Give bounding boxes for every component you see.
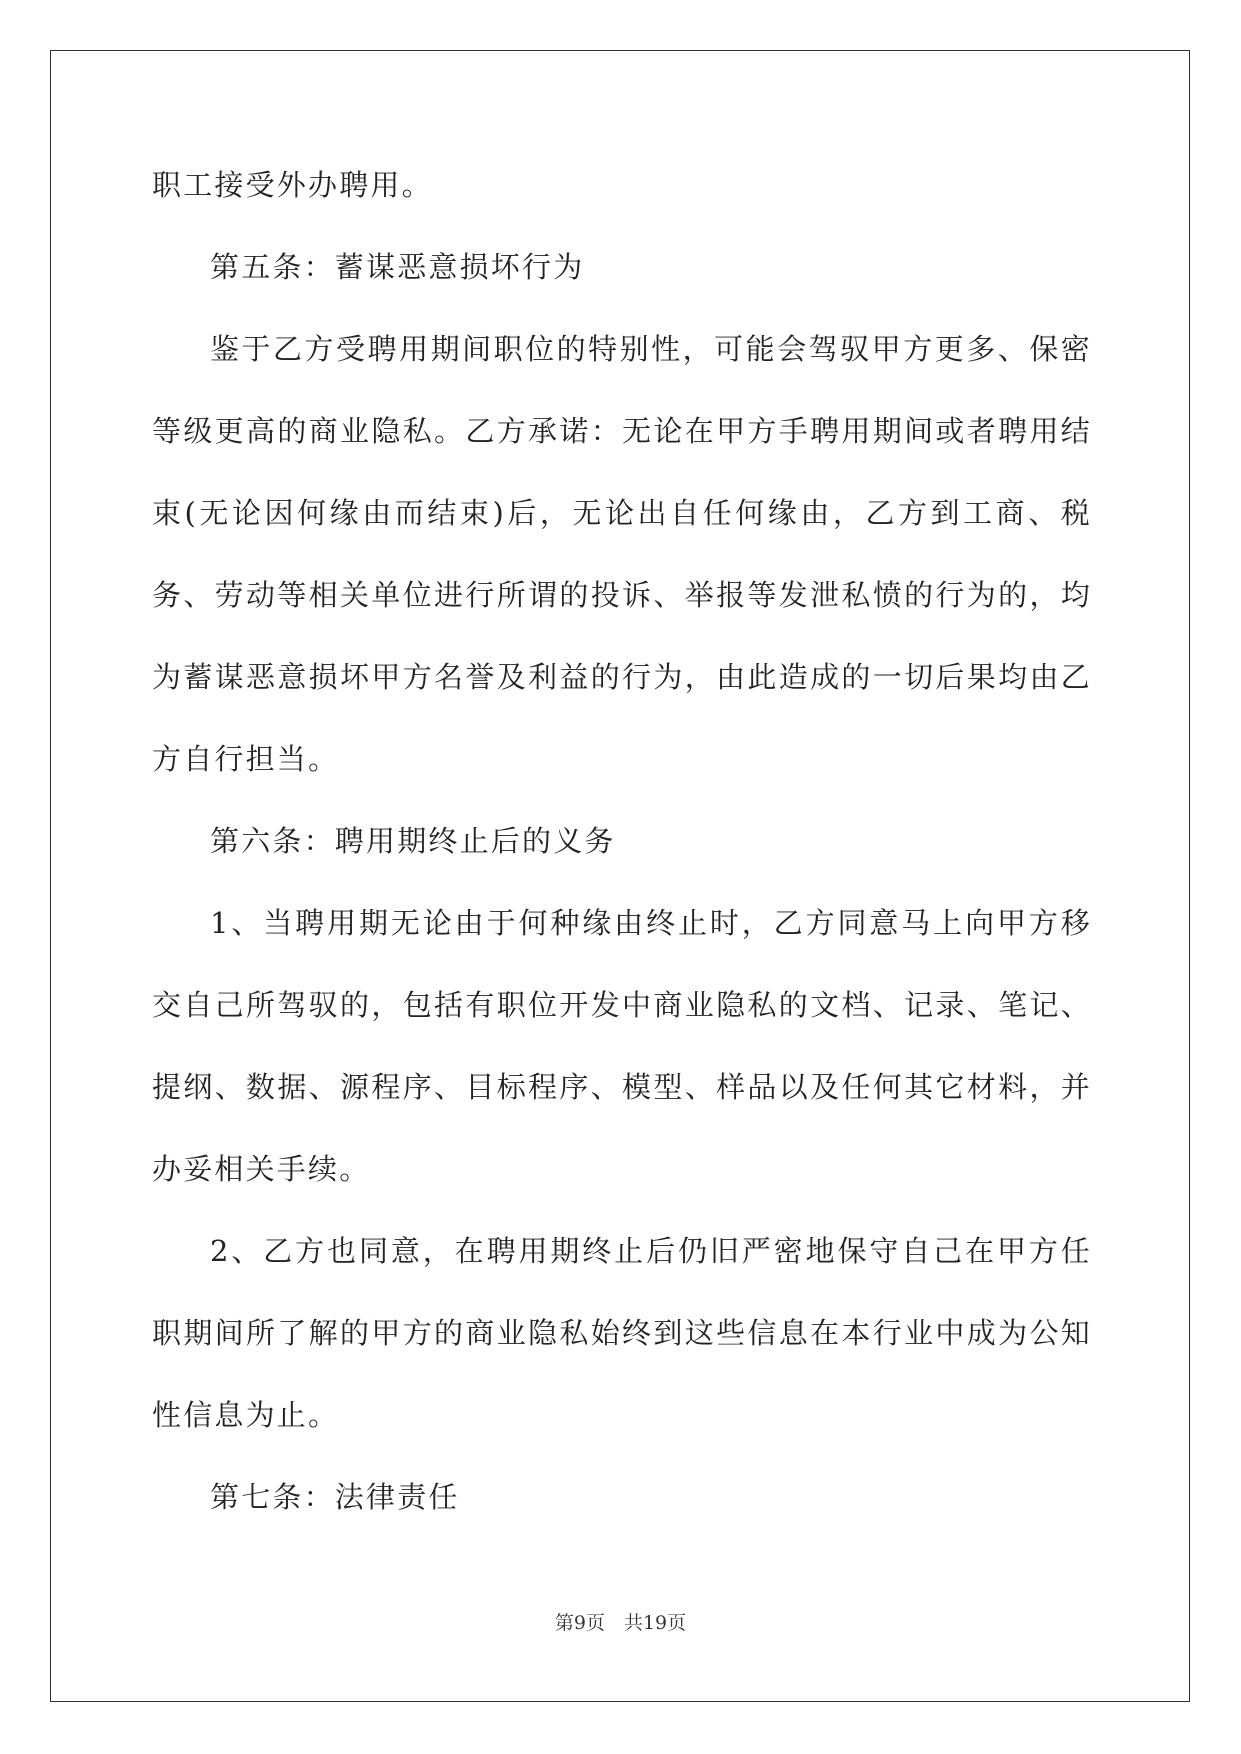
document-body bbox=[152, 144, 1092, 1538]
article-heading-7: 第七条：法律责任 bbox=[210, 1480, 460, 1514]
footer-prefix: 第 bbox=[554, 1612, 574, 1634]
article-heading-5: 第五条：蓄谋恶意损坏行为 bbox=[210, 250, 585, 284]
paragraph-article-6-item-2: 2、乙方也同意，在聘用期终止后仍旧严密地保守自己在甲方任职期间所了解的甲方的商业隐私始终到这些信息在本行业中成为公知性信息为止。 bbox=[152, 1234, 1092, 1432]
footer-mid: 页 共 bbox=[585, 1612, 643, 1634]
page-footer bbox=[0, 1608, 1241, 1635]
paragraph-continuation: 职工接受外办聘用。 bbox=[152, 168, 433, 202]
article-heading-6: 第六条：聘用期终止后的义务 bbox=[210, 824, 616, 858]
total-page-count: 19 bbox=[642, 1612, 668, 1634]
footer-suffix: 页 bbox=[667, 1612, 687, 1634]
current-page-number: 9 bbox=[573, 1612, 586, 1634]
paragraph-article-6-item-1: 1、当聘用期无论由于何种缘由终止时，乙方同意马上向甲方移交自己所驾驭的，包括有职位开发中商业隐私的文档、记录、笔记、提纲、数据、源程序、目标程序、模型、样品以及任何其它材料，并办妥相关手续。 bbox=[152, 906, 1092, 1186]
paragraph-article-5-body: 鉴于乙方受聘用期间职位的特别性，可能会驾驭甲方更多、保密等级更高的商业隐私。乙方承诺：无论在甲方手聘用期间或者聘用结束(无论因何缘由而结束)后，无论出自任何缘由，乙方到工商、税务、劳动等相关单位进行所谓的投诉、举报等发泄私愤的行为的，均为蓄谋恶意损坏甲方名誉及利益的行为，由此造成的一切后果均由乙方自行担当。 bbox=[152, 332, 1092, 776]
